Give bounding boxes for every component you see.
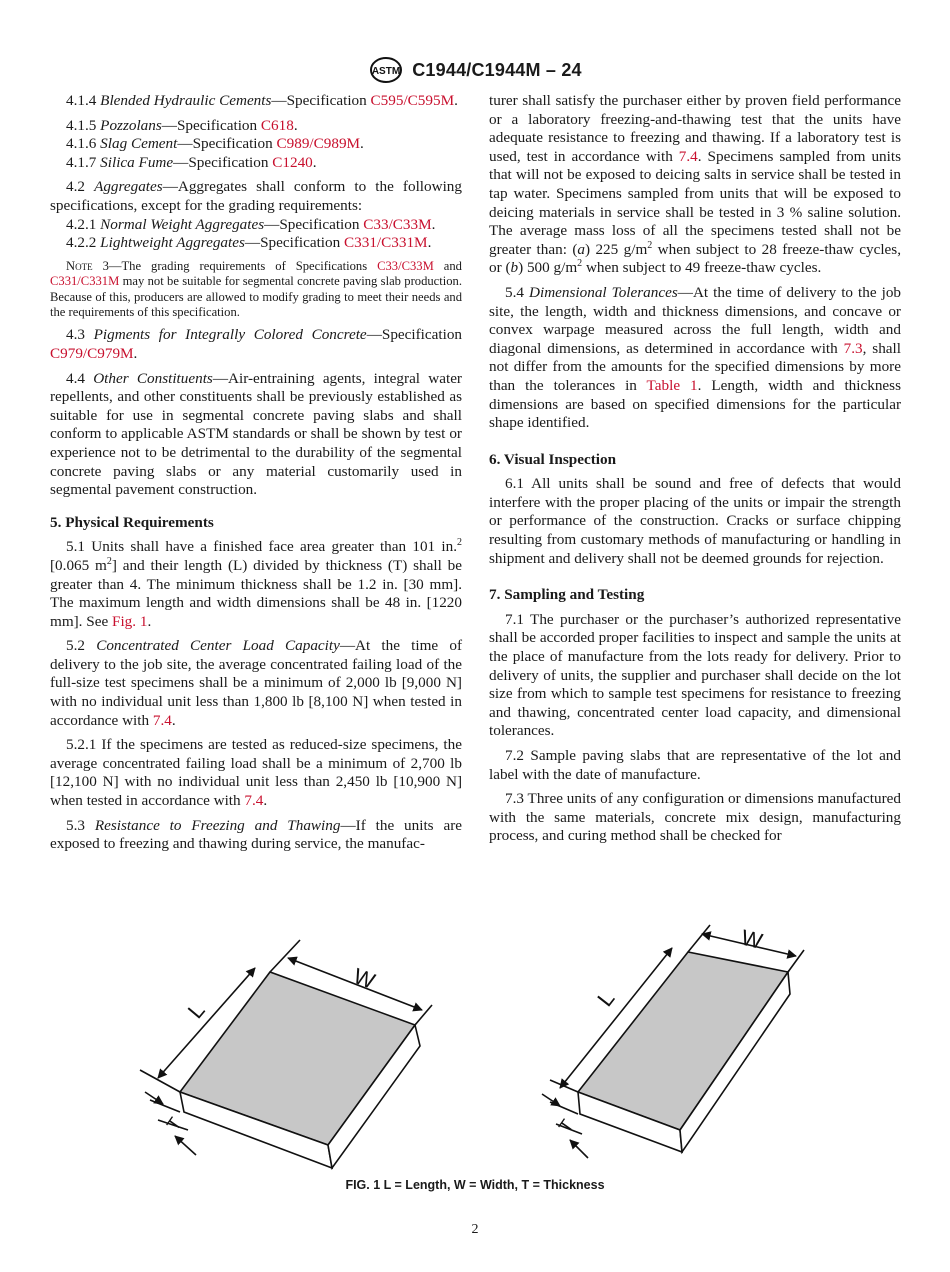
- ref-link[interactable]: C618: [260, 116, 294, 134]
- ref-link[interactable]: C1240: [272, 153, 313, 171]
- section-4-1-4: 4.1.4 Blended Hydraulic Cements—Specification C595/C595M.: [66, 92, 458, 109]
- ref-link[interactable]: 7.4: [244, 792, 264, 810]
- heading-section-7: 7. Sampling and Testing: [489, 586, 645, 604]
- section-5-3: 5.3 Resistance to Freezing and Thawing—If the units are exposed to freezing and thawing during service, the manufac-: [50, 816, 463, 853]
- ref-link[interactable]: C33/C33M: [377, 258, 434, 273]
- page-number: 2: [471, 1222, 479, 1237]
- figure-1-slab-dimensions: [120, 920, 840, 1180]
- section-5-2-1: 5.2.1 If the specimens are tested as reduced-size specimens, the average concentrated failing load shall be a minimum of 2,700 lb [12,100 N] with no individual unit less than 2,450 lb [10,900 N] when tested in accordance with 7.4.: [50, 736, 462, 810]
- section-4-2: 4.2 Aggregates—Aggregates shall conform to the following specifications, except for the grading requirements:: [50, 178, 462, 214]
- section-7-1: 7.1 The purchaser or the purchaser’s authorized representative shall be accorded proper facilities to inspect and sample the units at the place of manufacture from the lots ready for delivery. Prior to delivery of units, the supplier and purchaser shall decide on the lot size from which to sample test specimens for resistance to freezing and thawing, concentrated center load capacity, and dimensional tolerances.: [489, 610, 901, 740]
- ref-link[interactable]: C331/C331M: [50, 274, 120, 289]
- slab-left-length-label: L: [182, 997, 210, 1024]
- right-column: [489, 92, 901, 852]
- section-5-2: 5.2 Concentrated Center Load Capacity—At the time of delivery to the job site, the average concentrated failing load of the full-size test specimens shall be a minimum of 2,000 lb [9,000 N] with no individual unit less than 1,800 lb [8,100 N] when tested in accordance with 7.4.: [50, 637, 463, 729]
- left-column: [50, 92, 462, 860]
- heading-section-5: 5. Physical Requirements: [50, 513, 214, 531]
- section-4-2-2: 4.2.2 Lightweight Aggregates—Specification C331/C331M.: [66, 234, 432, 252]
- section-6-1: 6.1 All units shall be sound and free of defects that would interfere with the proper placing of the units or impair the strength or performance of the construction. Cracks or surface chipping resulting from customary methods of manufacturing or handling in shipment and delivery shall not be deemed grounds for rejection.: [489, 475, 901, 567]
- astm-logo-icon: [368, 55, 404, 85]
- page-header: [0, 55, 950, 85]
- ref-link[interactable]: 7.4: [678, 147, 698, 165]
- figure-caption: FIG. 1 L = Length, W = Width, T = Thickness: [345, 1178, 605, 1192]
- section-4-4: 4.4 Other Constituents—Air-entraining agents, integral water repellents, and other constituents shall be previously established as suitable for use in segmental concrete paving slabs and shall conform to applicable ASTM standards or shall be shown by test or experience not to be detrimental to the durability of the segmental concrete paving slabs or any material customarily used in segmental pavement construction.: [50, 369, 462, 499]
- section-7-2: 7.2 Sample paving slabs that are representative of the lot and label with the date of manufacture.: [489, 747, 901, 783]
- section-5-1: 5.1 Units shall have a finished face area greater than 101 in.$^2$ [0.065 $m^2$] and their length (L) divided by thickness (T) shall be greater than 4. The minimum thickness shall be 1.2 in. [30 mm]. The maximum length and width dimensions shall be 48 in. [1220 mm]. See Fig. 1.: [50, 537, 462, 630]
- note-3: Note 3—The grading requirements of Specifications C33/C33M and C331/C331M may not be suitable for segmental concrete paving slab production. Because of this, producers are allowed to modify grading to meet their needs and the requirements of this specification.: [50, 258, 462, 319]
- section-4-1-7: 4.1.7 Silica Fume—Specification C1240.: [66, 153, 317, 171]
- slab-left-thickness-label: T: [162, 1113, 186, 1135]
- ref-link[interactable]: Fig. 1: [112, 612, 148, 630]
- logo-text: ASTM: [372, 66, 401, 77]
- section-4-1-5: 4.1.5 Pozzolans—Specification C618.: [66, 116, 298, 134]
- section-7-3: 7.3 Three units of any configuration or dimensions manufactured with the same materials, concrete mix design, manufacturing process, and curing method shall be checked for: [489, 790, 901, 845]
- slab-right-drawing: [542, 925, 804, 1158]
- ref-link[interactable]: C331/C331M: [344, 234, 428, 252]
- slab-right-length-label: L: [592, 986, 620, 1012]
- slab-left-drawing: [140, 940, 432, 1168]
- slab-left-width-label: W: [350, 963, 379, 994]
- ref-link[interactable]: C33/C33M: [363, 215, 432, 233]
- heading-section-6: 6. Visual Inspection: [489, 450, 617, 468]
- ref-link[interactable]: C979/C979M: [50, 344, 134, 362]
- section-5-3-continued: turer shall satisfy the purchaser either by proven field performance or a laboratory freezing-and-thawing test that the units have adequate resistance to freezing and thawing. If a laboratory test is used, test in accordance with 7.4. Specimens sampled from units that will not be exposed to deicing salts in service shall be tested in tap water. Specimens sampled from units that will be exposed to deicing materials in service shall be tested in 3 % saline solution. The average mass loss of all the specimens tested shall not be greater than: (a) 225 $g/m^2$ when subject to 28 freeze-thaw cycles, or (b) 500 $g/m^2$ when subject to 49 freeze-thaw cycles.: [489, 92, 902, 277]
- ref-link[interactable]: 7.4: [152, 711, 172, 729]
- ref-link[interactable]: C989/C989M: [276, 135, 361, 153]
- ref-link[interactable]: C595/C595M: [370, 92, 455, 109]
- ref-link[interactable]: 7.3: [843, 339, 863, 357]
- document-designation: C1944/C1944M – 24: [412, 59, 582, 80]
- slab-right-width-label: W: [738, 924, 765, 954]
- slab-right-thickness-label: T: [554, 1115, 578, 1137]
- ref-link[interactable]: Table 1: [646, 376, 698, 394]
- section-4-1-6: 4.1.6 Slag Cement—Specification C989/C989M.: [66, 135, 364, 153]
- section-4-3: 4.3 Pigments for Integrally Colored Concrete—Specification C979/C979M.: [50, 326, 463, 362]
- section-5-4: 5.4 Dimensional Tolerances—At the time of delivery to the job site, the length, width and thickness dimensions, and concave or convex warpage measured across the full length, width and diagonal dimensions, as determined in accordance with 7.3, shall not differ from the amounts for the specified dimensions by more than the tolerances in Table 1. Length, width and thickness dimensions are based on specified dimensions for the particular shape identified.: [489, 283, 902, 432]
- section-4-2-1: 4.2.1 Normal Weight Aggregates—Specification C33/C33M.: [66, 215, 436, 233]
